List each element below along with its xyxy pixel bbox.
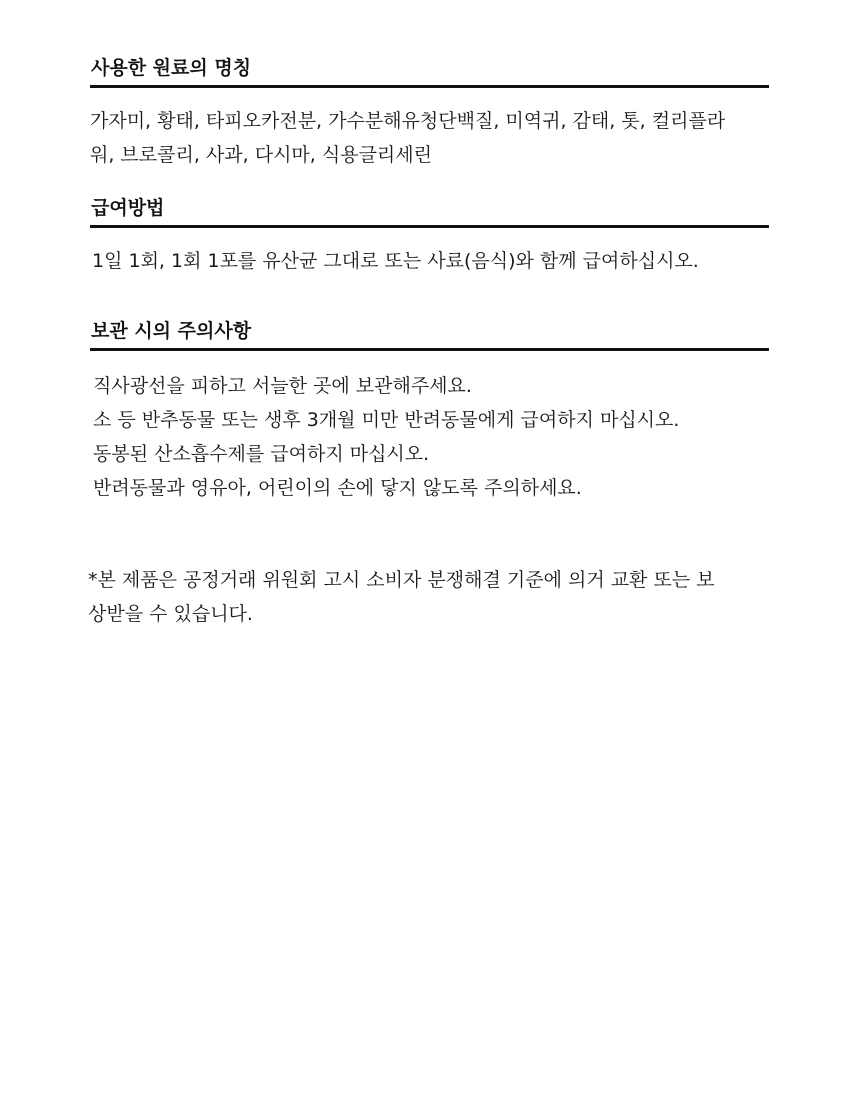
ingredients-divider xyxy=(90,85,769,88)
ingredients-line: 가자미, 황태, 타피오카전분, 가수분해유청단백질, 미역귀, 감태, 톳, 컬리플라 xyxy=(90,110,726,132)
usage-section xyxy=(90,195,769,278)
storage-divider xyxy=(90,348,769,351)
usage-text xyxy=(90,244,769,278)
storage-title: 보관 시의 주의사항 xyxy=(91,320,252,342)
notice-line: 상받을 수 있습니다. xyxy=(88,603,253,625)
ingredients-line: 워, 브로콜리, 사과, 다시마, 식용글리세린 xyxy=(90,144,432,166)
storage-line: 동봉된 산소흡수제를 급여하지 마십시오. xyxy=(93,443,430,465)
storage-line: 소 등 반추동물 또는 생후 3개월 미만 반려동물에게 급여하지 마십시오. xyxy=(93,409,680,431)
storage-line: 직사광선을 피하고 서늘한 곳에 보관해주세요. xyxy=(93,375,472,397)
storage-text xyxy=(90,369,769,505)
usage-divider xyxy=(90,225,769,228)
ingredients-title: 사용한 원료의 명칭 xyxy=(91,57,252,79)
consumer-notice xyxy=(88,563,778,631)
storage-section xyxy=(90,318,769,505)
usage-line: 1일 1회, 1회 1포를 유산균 그대로 또는 사료(음식)와 함께 급여하십시오. xyxy=(92,250,699,272)
ingredients-text xyxy=(90,104,769,172)
usage-title: 급여방법 xyxy=(91,197,165,219)
storage-line: 반려동물과 영유아, 어린이의 손에 닿지 않도록 주의하세요. xyxy=(93,477,582,499)
notice-line: *본 제품은 공정거래 위원회 고시 소비자 분쟁해결 기준에 의거 교환 또는 보 xyxy=(88,569,715,591)
ingredients-section xyxy=(90,55,769,172)
